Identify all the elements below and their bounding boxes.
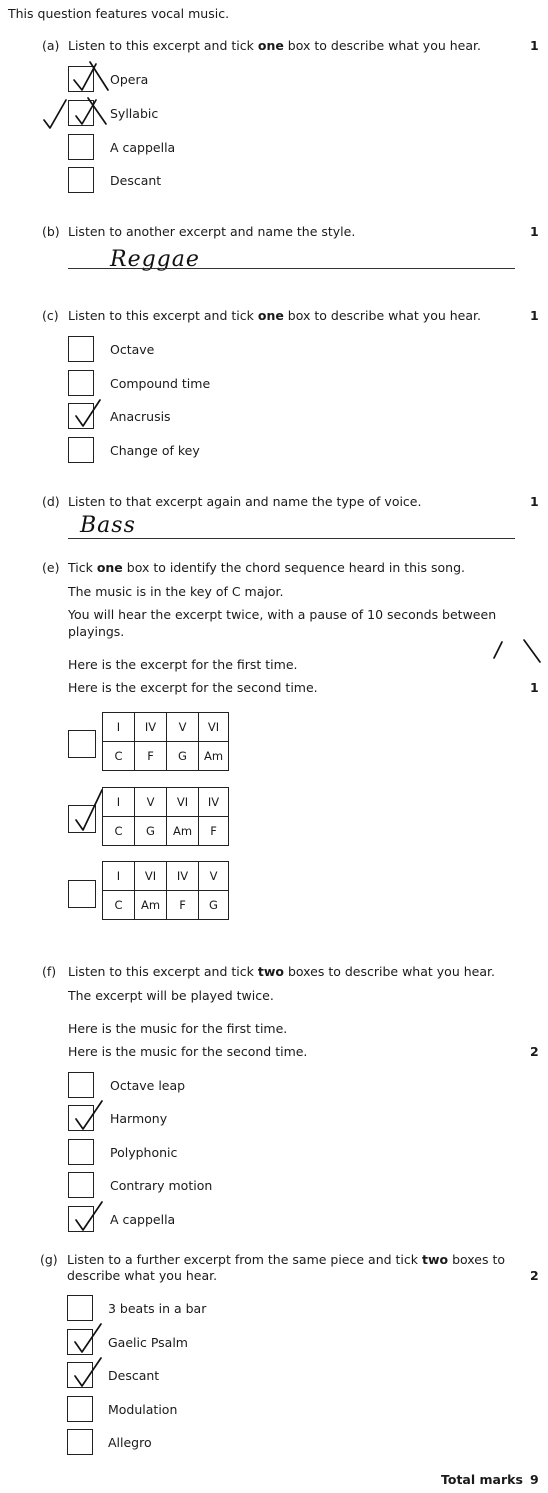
part-g-label: (g) (40, 1252, 58, 1267)
part-c-marks: 1 (530, 308, 539, 323)
part-c-label: (c) (42, 308, 59, 323)
chord-table-3 (102, 861, 229, 920)
part-e-instruction-line2: playings. (68, 624, 125, 639)
checkbox-a-cappella-f[interactable] (68, 1206, 94, 1232)
numeral-cell: IV (199, 788, 229, 817)
part-f-question: Listen to this excerpt and tick two boxes to describe what you hear. (68, 964, 495, 979)
checkbox-3-beats[interactable] (67, 1295, 93, 1321)
checkbox-opera[interactable] (68, 66, 94, 92)
chord-cell: F (135, 742, 167, 771)
option-a-cappella: A cappella (110, 140, 176, 155)
checkbox-octave[interactable] (68, 336, 94, 362)
part-a-marks: 1 (530, 38, 539, 53)
part-e-first-time: Here is the excerpt for the first time. (68, 657, 298, 672)
chord-cell: C (103, 817, 135, 846)
intro-text: This question features vocal music. (8, 6, 230, 21)
checkbox-octave-leap[interactable] (68, 1072, 94, 1098)
answer-line (68, 268, 515, 269)
part-a-question: Listen to this excerpt and tick one box to describe what you hear. (68, 38, 481, 53)
checkbox-a-cappella[interactable] (68, 134, 94, 160)
chord-cell: C (103, 742, 135, 771)
chord-cell: Am (135, 891, 167, 920)
part-d-question: Listen to that excerpt again and name the type of voice. (68, 494, 422, 509)
checkbox-syllabic[interactable] (68, 100, 94, 126)
numeral-cell: VI (135, 862, 167, 891)
answer-line (68, 538, 515, 539)
option-anacrusis: Anacrusis (110, 409, 171, 424)
part-b-marks: 1 (530, 224, 539, 239)
option-3-beats: 3 beats in a bar (108, 1301, 207, 1316)
part-f-first-time: Here is the music for the first time. (68, 1021, 288, 1036)
answer-voice: Bass (80, 513, 136, 538)
checkbox-anacrusis[interactable] (68, 403, 94, 429)
part-g-question-line2: describe what you hear. (67, 1268, 218, 1283)
option-octave-leap: Octave leap (110, 1078, 186, 1093)
numeral-cell: VI (167, 788, 199, 817)
option-compound-time: Compound time (110, 376, 211, 391)
part-f-second-time: Here is the music for the second time. (68, 1044, 308, 1059)
checkbox-polyphonic[interactable] (68, 1139, 94, 1165)
numeral-cell: I (103, 713, 135, 742)
numeral-cell: I (103, 788, 135, 817)
part-c-question: Listen to this excerpt and tick one box to describe what you hear. (68, 308, 481, 323)
part-d-label: (d) (42, 494, 60, 509)
option-a-cappella-f: A cappella (110, 1212, 176, 1227)
part-f-label: (f) (42, 964, 57, 979)
part-a-label: (a) (42, 38, 60, 53)
option-descant-g: Descant (108, 1368, 160, 1383)
option-descant: Descant (110, 173, 162, 188)
part-d-marks: 1 (530, 494, 539, 509)
part-e-label: (e) (42, 560, 60, 575)
marker-strokes-icon (490, 636, 546, 666)
checkbox-chords-3[interactable] (68, 880, 96, 908)
chord-cell: F (199, 817, 229, 846)
part-f-played-twice: The excerpt will be played twice. (68, 988, 274, 1003)
checkbox-allegro[interactable] (67, 1429, 93, 1455)
checkbox-chords-2[interactable] (68, 805, 96, 833)
option-syllabic: Syllabic (110, 106, 159, 121)
part-g-marks: 2 (530, 1268, 539, 1283)
chord-table-1 (102, 712, 229, 771)
part-e-question: Tick one box to identify the chord sequence heard in this song. (68, 560, 465, 575)
part-e-marks: 1 (530, 680, 539, 695)
option-harmony: Harmony (110, 1111, 168, 1126)
chord-table-2 (102, 787, 229, 846)
part-e-key-text: The music is in the key of C major. (68, 584, 284, 599)
part-b-question: Listen to another excerpt and name the style. (68, 224, 356, 239)
part-g-question: Listen to a further excerpt from the same piece and tick two boxes to (67, 1252, 506, 1267)
checkbox-modulation[interactable] (67, 1396, 93, 1422)
part-f-marks: 2 (530, 1044, 539, 1059)
numeral-cell: V (135, 788, 167, 817)
part-b-label: (b) (42, 224, 60, 239)
option-opera: Opera (110, 72, 149, 87)
option-octave: Octave (110, 342, 155, 357)
marker-tick-icon (40, 96, 70, 132)
numeral-cell: VI (199, 713, 229, 742)
checkbox-contrary-motion[interactable] (68, 1172, 94, 1198)
chord-cell: F (167, 891, 199, 920)
checkbox-change-of-key[interactable] (68, 437, 94, 463)
chord-cell: G (167, 742, 199, 771)
chord-cell: Am (199, 742, 229, 771)
numeral-cell: V (199, 862, 229, 891)
option-change-of-key: Change of key (110, 443, 200, 458)
checkbox-chords-1[interactable] (68, 730, 96, 758)
numeral-cell: IV (167, 862, 199, 891)
checkbox-descant-g[interactable] (67, 1362, 93, 1388)
checkbox-descant[interactable] (68, 167, 94, 193)
option-polyphonic: Polyphonic (110, 1145, 178, 1160)
answer-style: Reggae (110, 247, 200, 272)
numeral-cell: IV (135, 713, 167, 742)
option-modulation: Modulation (108, 1402, 178, 1417)
chord-cell: G (135, 817, 167, 846)
checkbox-compound-time[interactable] (68, 370, 94, 396)
total-marks-value: 9 (530, 1472, 539, 1487)
numeral-cell: I (103, 862, 135, 891)
chord-cell: Am (167, 817, 199, 846)
total-marks-label: Total marks (441, 1472, 523, 1487)
checkbox-gaelic-psalm[interactable] (67, 1329, 93, 1355)
part-e-second-time: Here is the excerpt for the second time. (68, 680, 318, 695)
chord-cell: G (199, 891, 229, 920)
numeral-cell: V (167, 713, 199, 742)
checkbox-harmony[interactable] (68, 1105, 94, 1131)
option-allegro: Allegro (108, 1435, 152, 1450)
chord-cell: C (103, 891, 135, 920)
option-gaelic-psalm: Gaelic Psalm (108, 1335, 188, 1350)
option-contrary-motion: Contrary motion (110, 1178, 213, 1193)
part-e-instruction-line1: You will hear the excerpt twice, with a pause of 10 seconds between (68, 607, 497, 622)
